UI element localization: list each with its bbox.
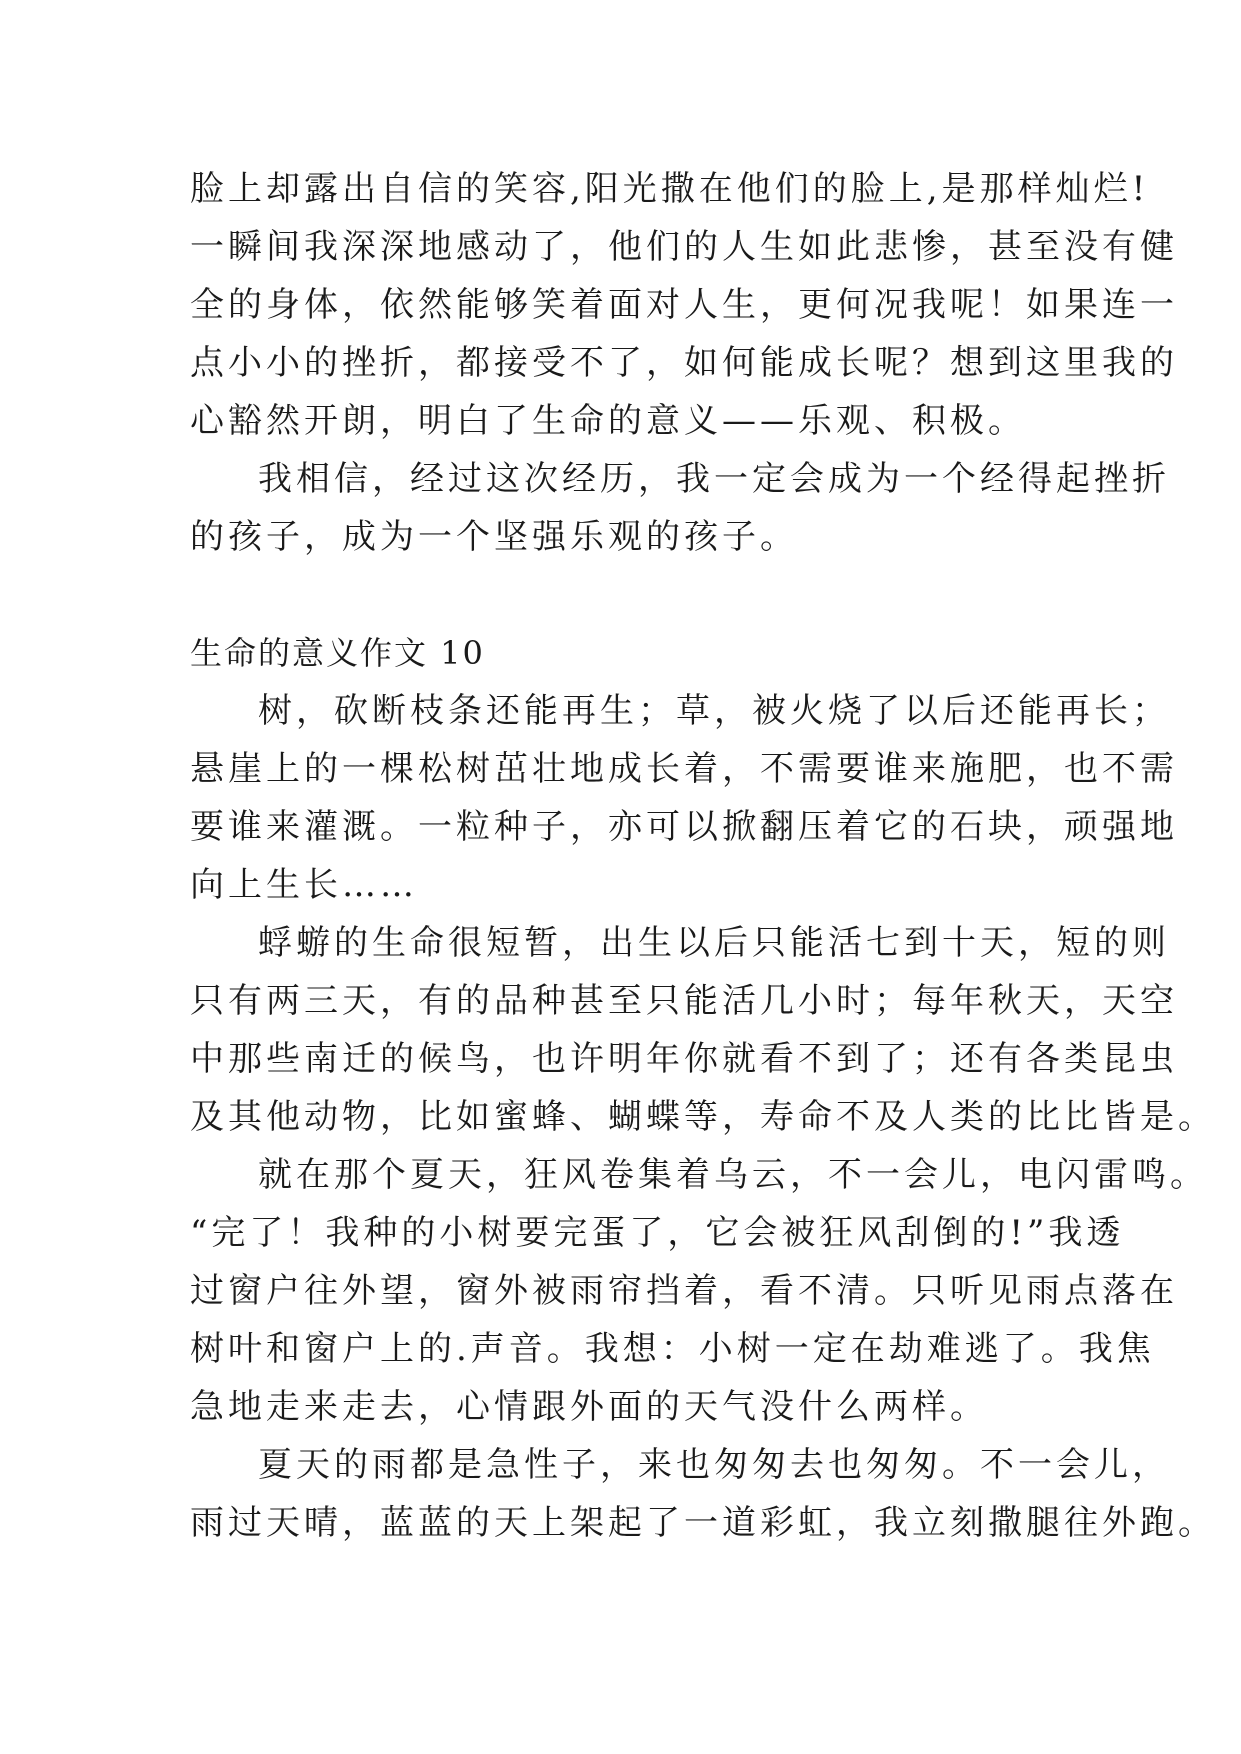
text-line: 雨过天晴，蓝蓝的天上架起了一道彩虹，我立刻撒腿往外跑。 xyxy=(190,1503,1216,1543)
text-line: 树叶和窗户上的.声音。我想：小树一定在劫难逃了。我焦 xyxy=(190,1329,1155,1369)
text-line: 夏天的雨都是急性子，来也匆匆去也匆匆。不一会儿， xyxy=(258,1445,1170,1485)
text-line: 过窗户往外望，窗外被雨帘挡着，看不清。只听见雨点落在 xyxy=(190,1271,1178,1311)
paragraph-5 xyxy=(190,1146,1208,1436)
text-line: 及其他动物，比如蜜蜂、蝴蝶等，寿命不及人类的比比皆是。 xyxy=(190,1097,1216,1137)
paragraph-2 xyxy=(190,450,1170,566)
text-line: 中那些南迁的候鸟，也许明年你就看不到了；还有各类昆虫 xyxy=(190,1039,1178,1079)
text-line: 树，砍断枝条还能再生；草，被火烧了以后还能再长； xyxy=(258,691,1170,731)
text-line: 蜉蝣的生命很短暂，出生以后只能活七到十天，短的则 xyxy=(258,923,1170,963)
paragraph-3 xyxy=(190,682,1178,914)
text-line: 悬崖上的一棵松树茁壮地成长着，不需要谁来施肥，也不需 xyxy=(190,749,1178,789)
text-line: 就在那个夏天，狂风卷集着乌云，不一会儿，电闪雷鸣。 xyxy=(258,1155,1208,1195)
text-line: 急地走来走去，心情跟外面的天气没什么两样。 xyxy=(190,1387,988,1427)
text-line: 只有两三天，有的品种甚至只能活几小时；每年秋天，天空 xyxy=(190,981,1178,1021)
text-line: 心豁然开朗，明白了生命的意义——乐观、积极。 xyxy=(190,401,1026,441)
paragraph-1 xyxy=(190,160,1178,450)
document-page xyxy=(190,160,1216,1552)
text-line: 点小小的挫折，都接受不了，如何能成长呢？想到这里我的 xyxy=(190,343,1178,383)
text-line: 我相信，经过这次经历，我一定会成为一个经得起挫折 xyxy=(258,459,1170,499)
blank-spacer xyxy=(190,566,1070,624)
text-line: 一瞬间我深深地感动了，他们的人生如此悲惨，甚至没有健 xyxy=(190,227,1178,267)
text-line: 脸上却露出自信的笑容,阳光撒在他们的脸上,是那样灿烂! xyxy=(190,169,1150,209)
section-heading: 生命的意义作文 10 xyxy=(190,634,485,672)
paragraph-4 xyxy=(190,914,1216,1146)
text-line: 要谁来灌溉。一粒种子，亦可以掀翻压着它的石块，顽强地 xyxy=(190,807,1178,847)
text-line: 向上生长…… xyxy=(190,865,418,905)
text-line: “完了！我种的小树要完蛋了，它会被狂风刮倒的!”我透 xyxy=(190,1213,1125,1253)
paragraph-6 xyxy=(190,1436,1216,1552)
text-line: 全的身体，依然能够笑着面对人生，更何况我呢！如果连一 xyxy=(190,285,1178,325)
text-line: 的孩子，成为一个坚强乐观的孩子。 xyxy=(190,517,798,557)
